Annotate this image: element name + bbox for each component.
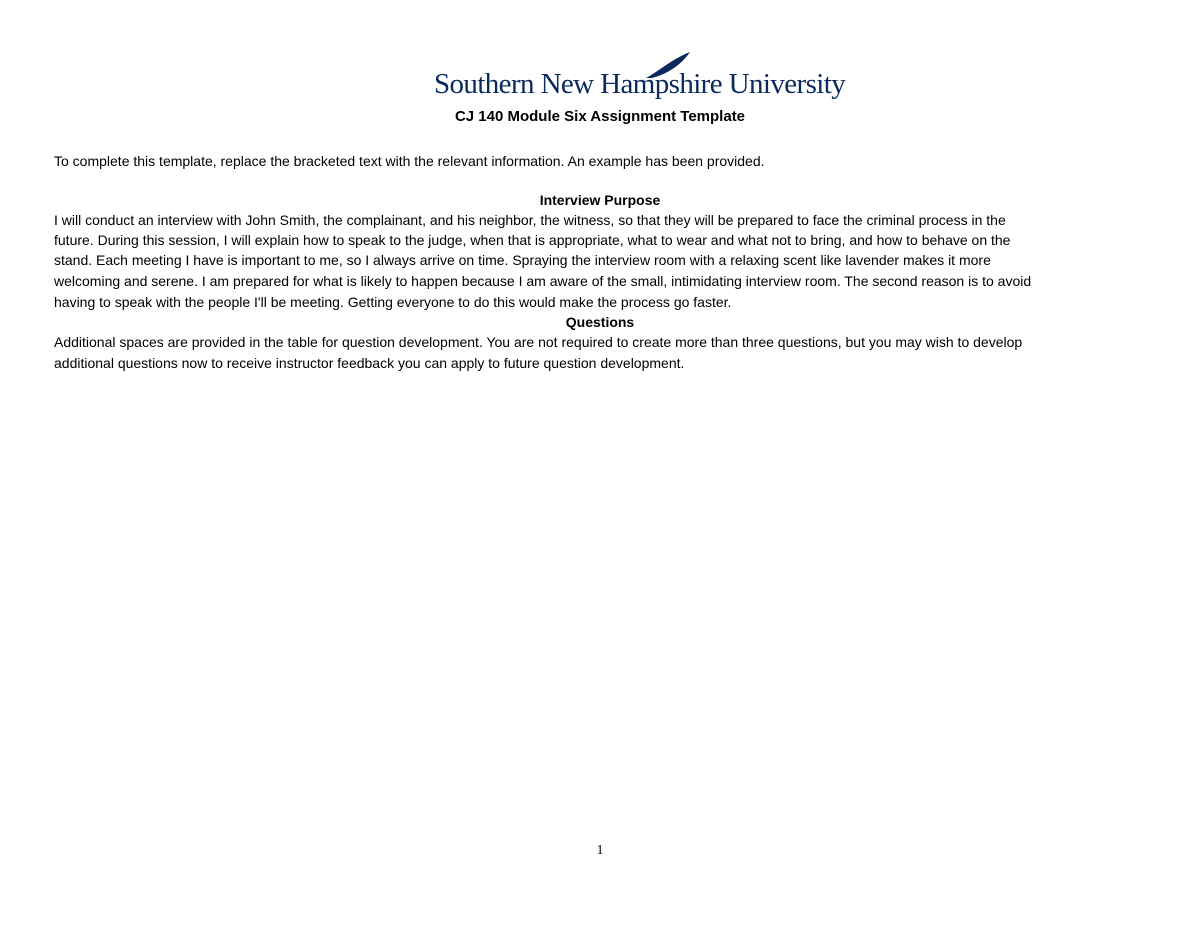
logo-text: Southern New Hampshire University [434,68,846,100]
page-number: 1 [596,843,604,858]
purpose-line: future. During this session, I will explain how to speak to the judge, when that is appropriate, what to wear and what not to bring, and how to behave on the [54,232,1011,248]
purpose-line: stand. Each meeting I have is important to me, so I always arrive on time. Spraying the interview room with a relaxing scent like lavender makes it more [54,252,991,268]
intro-text: To complete this template, replace the bracketed text with the relevant information. An example has been provided. [54,153,765,169]
page-title: CJ 140 Module Six Assignment Template [454,108,746,125]
purpose-line: welcoming and serene. I am prepared for what is likely to happen because I am aware of the small, intimidating interview room. The second reason is to avoid [54,273,1032,289]
university-logo [434,50,846,106]
purpose-line: having to speak with the people I'll be meeting. Getting everyone to do this would make the process go faster. [54,294,732,310]
questions-line: Additional spaces are provided in the table for question development. You are not required to create more than three questions, but you may wish to develop [54,334,1023,350]
questions-line: additional questions now to receive instructor feedback you can apply to future question development. [54,355,685,371]
interview-purpose-heading: Interview Purpose [539,192,661,208]
questions-heading: Questions [565,314,635,330]
purpose-line: I will conduct an interview with John Smith, the complainant, and his neighbor, the witness, so that they will be prepared to face the criminal process in the [54,212,1006,228]
